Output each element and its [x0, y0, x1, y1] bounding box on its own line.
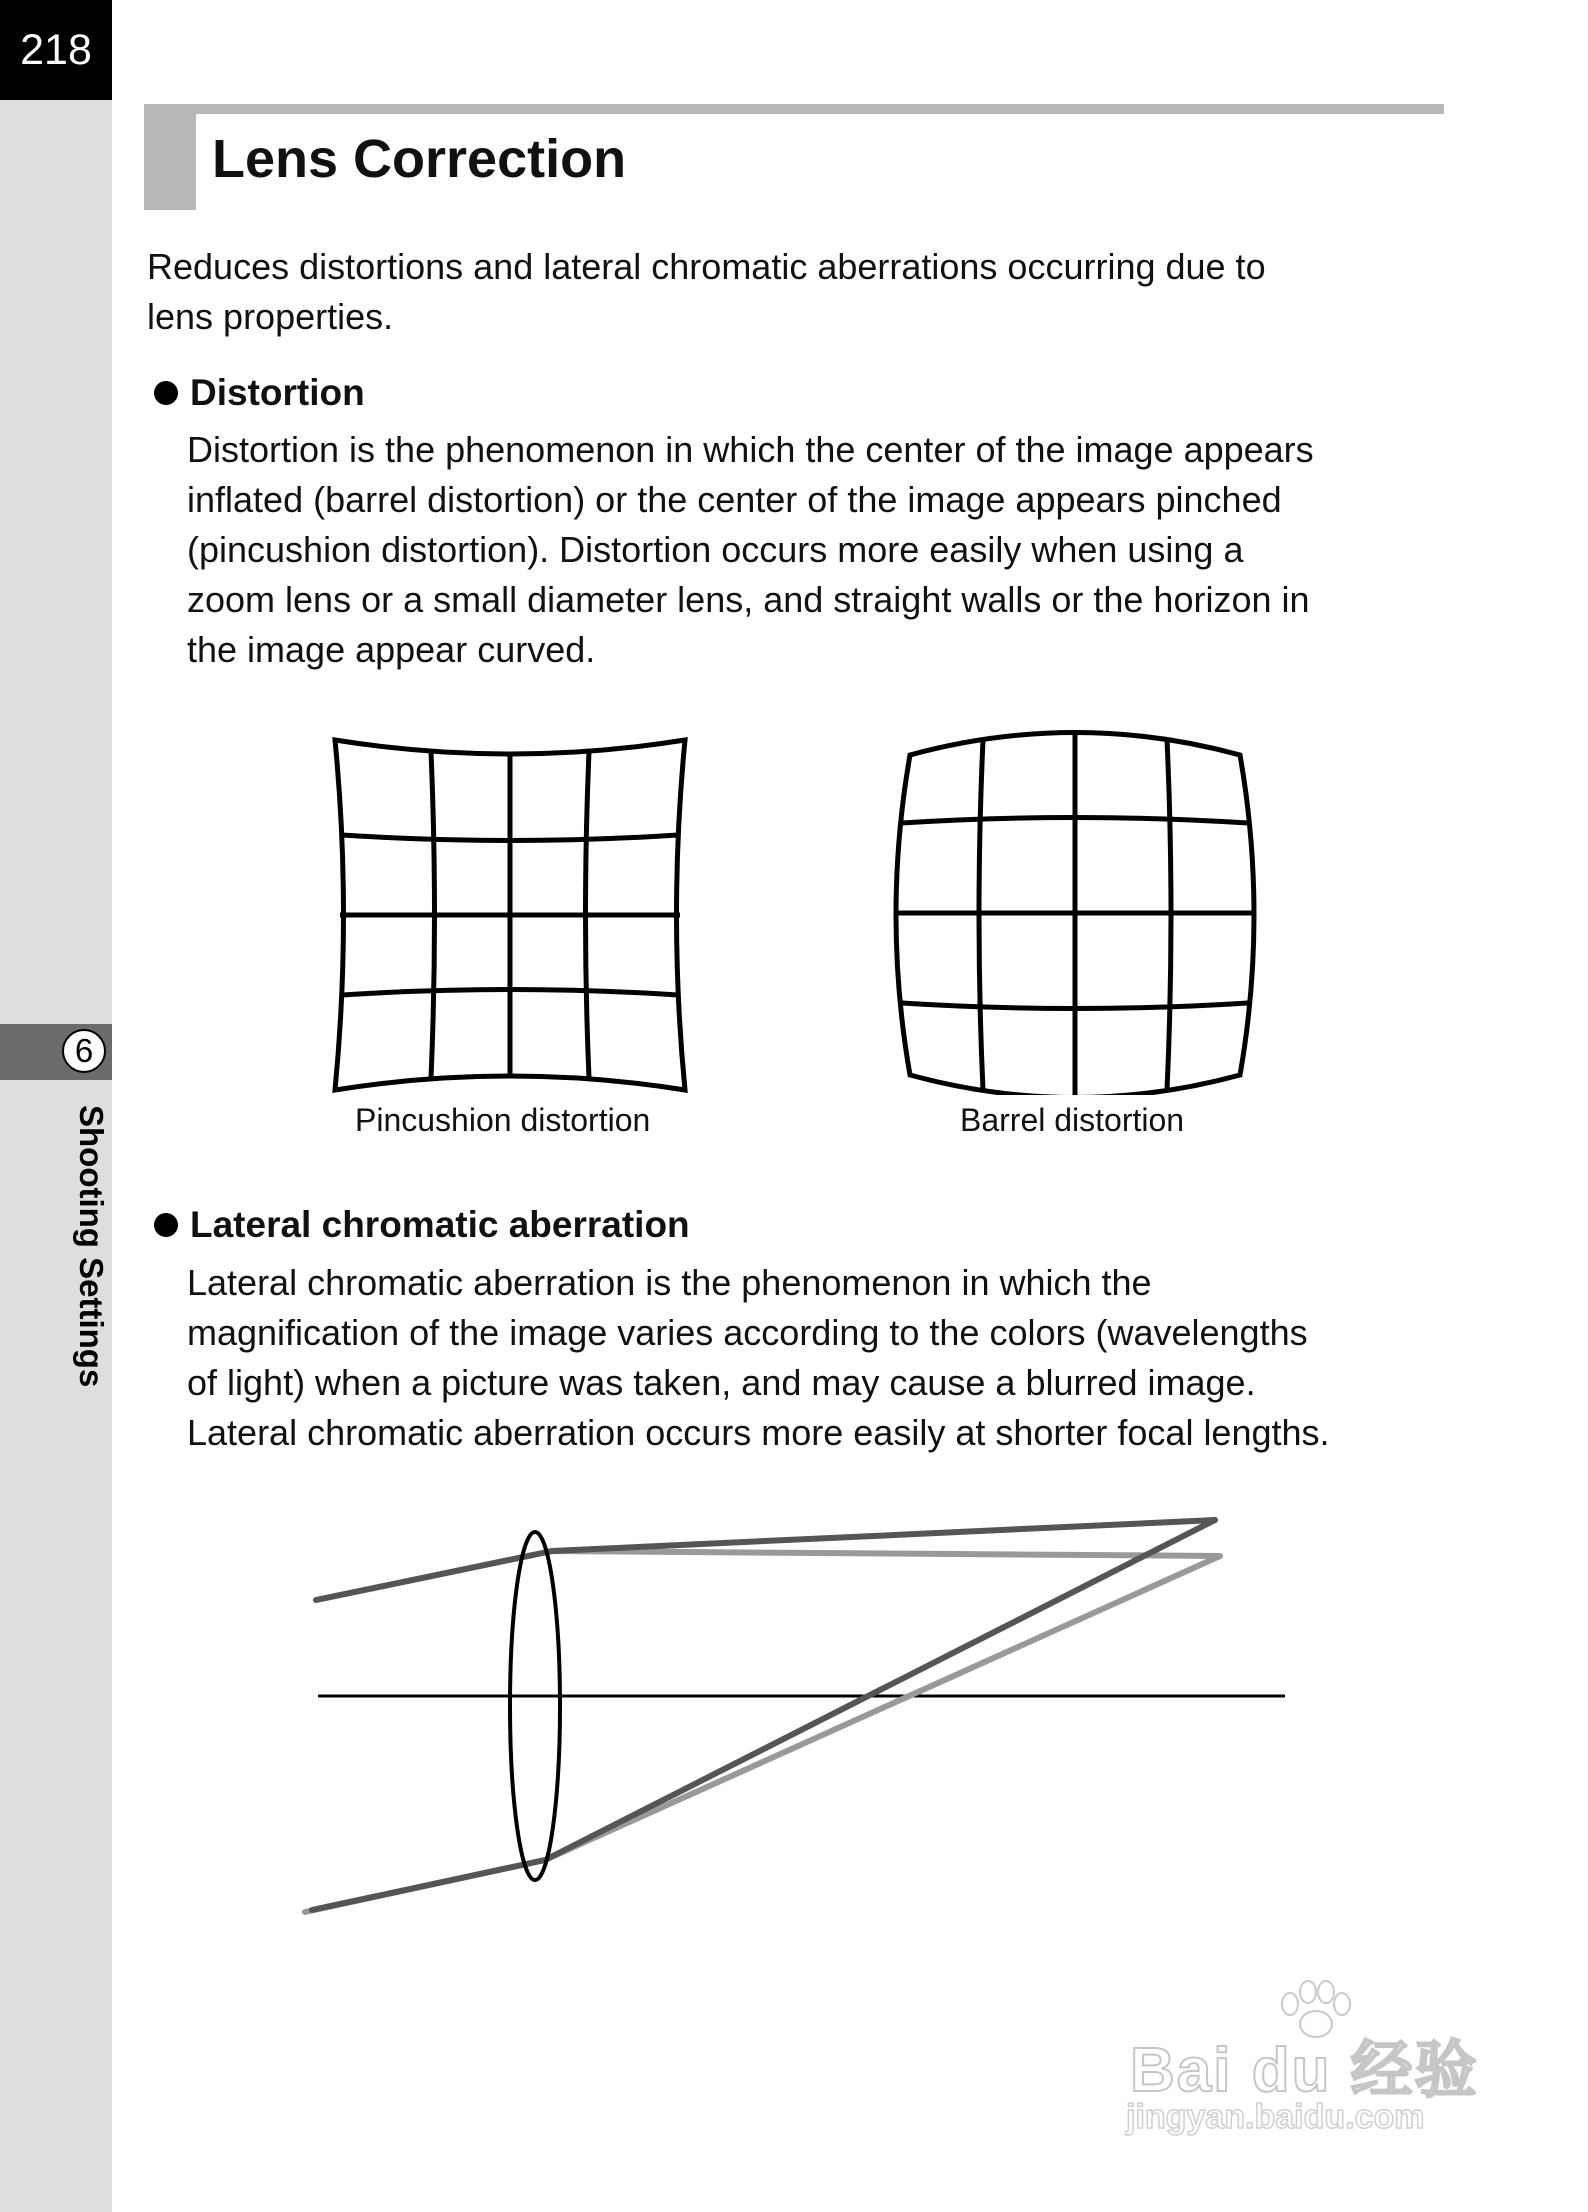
distortion-heading-text: Distortion: [190, 372, 365, 413]
title-accent: [144, 114, 196, 210]
lateral-line: magnification of the image varies according to the colors (wavelengths: [187, 1312, 1308, 1353]
page-number: 218: [0, 0, 112, 100]
intro-line: lens properties.: [147, 296, 394, 337]
baidu-watermark: [1120, 1980, 1520, 2160]
distortion-paragraph: [187, 425, 1314, 675]
lens-icon: [510, 1532, 560, 1880]
lateral-heading: [154, 1206, 690, 1243]
page-title: Lens Correction: [212, 129, 627, 189]
lateral-line: Lateral chromatic aberration occurs more easily at shorter focal lengths.: [187, 1412, 1330, 1453]
bullet-icon: [154, 1213, 178, 1237]
watermark-url: jingyan.baidu.com: [1126, 2098, 1425, 2136]
distortion-heading: [154, 374, 365, 411]
chapter-number: 6: [62, 1029, 106, 1073]
pincushion-diagram: [320, 725, 700, 1095]
chapter-label: Shooting Settings: [73, 1105, 110, 1388]
watermark-logo: Bai du 经验: [1130, 2036, 1479, 2105]
chromatic-aberration-diagram: [300, 1500, 1300, 1930]
distortion-line: Distortion is the phenomenon in which the center of the image appears: [187, 429, 1314, 470]
barrel-caption: Barrel distortion: [960, 1102, 1185, 1138]
lateral-paragraph: [187, 1258, 1330, 1458]
distortion-line: the image appear curved.: [187, 629, 596, 670]
lateral-line: Lateral chromatic aberration is the phenomenon in which the: [187, 1262, 1152, 1303]
distortion-line: inflated (barrel distortion) or the center of the image appears pinched: [187, 479, 1282, 520]
bullet-icon: [154, 381, 178, 405]
distortion-line: zoom lens or a small diameter lens, and straight walls or the horizon in: [187, 579, 1310, 620]
ray-light-lower: [305, 1556, 1220, 1912]
title-bar: [144, 104, 1444, 210]
ray-light-upper: [316, 1551, 1220, 1600]
lateral-heading-text: Lateral chromatic aberration: [190, 1204, 690, 1245]
pincushion-caption: Pincushion distortion: [355, 1102, 651, 1138]
distortion-line: (pincushion distortion). Distortion occurs more easily when using a: [187, 529, 1244, 570]
barrel-diagram: [880, 725, 1260, 1095]
lateral-line: of light) when a picture was taken, and may cause a blurred image.: [187, 1362, 1256, 1403]
intro-paragraph: [147, 242, 1266, 342]
intro-line: Reduces distortions and lateral chromatic aberrations occurring due to: [147, 246, 1266, 287]
ray-dark-lower: [312, 1520, 1215, 1910]
